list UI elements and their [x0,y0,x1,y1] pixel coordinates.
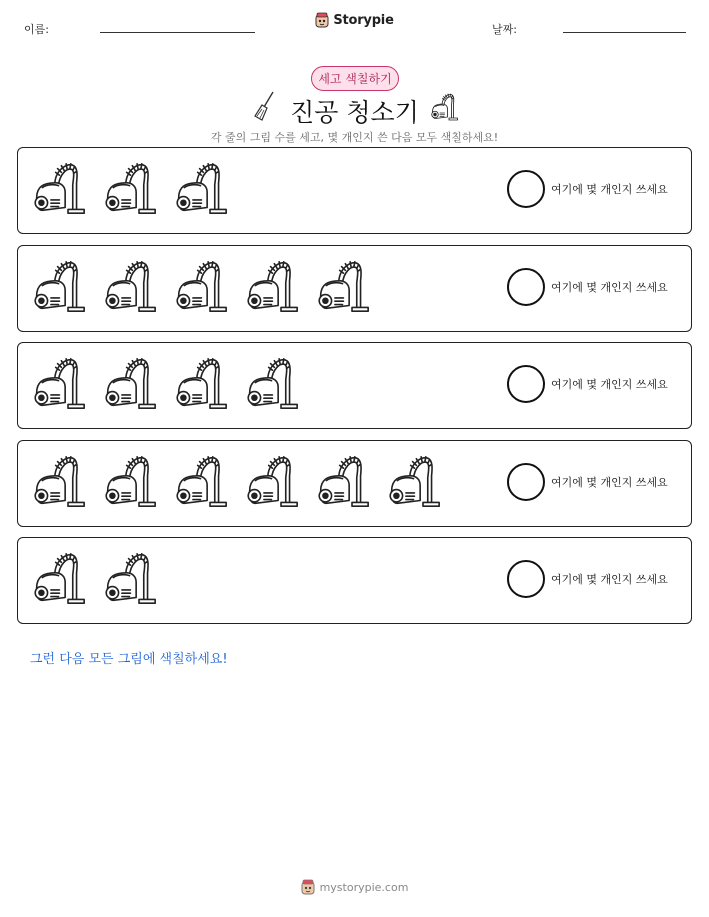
instruction-text: 각 줄의 그림 수를 세고, 몇 개인지 쓴 다음 모두 색칠하세요! [210,131,499,144]
vacuum-cleaner-icon[interactable] [243,355,300,412]
footer [0,879,709,895]
storypie-mascot-icon [315,12,329,28]
vacuum-cleaner-icon[interactable] [30,453,87,510]
picture-group [30,355,300,415]
brand-name: Storypie [333,12,394,28]
picture-group [30,453,442,513]
vacuum-cleaner-icon[interactable] [30,550,87,607]
name-label: 이름: [24,23,49,36]
footer-site: mystorypie.com [319,880,409,894]
vacuum-cleaner-icon[interactable] [172,160,229,217]
vacuum-cleaner-icon[interactable] [172,355,229,412]
vacuum-cleaner-icon[interactable] [101,160,158,217]
answer-hint: 여기에 몇 개인지 쓰세요 [551,183,668,196]
answer-hint: 여기에 몇 개인지 쓰세요 [551,476,668,489]
answer-circle[interactable] [507,463,545,501]
storypie-mascot-icon [301,879,315,895]
vacuum-cleaner-icon[interactable] [101,355,158,412]
vacuum-cleaner-icon[interactable] [30,355,87,412]
brand-logo [0,12,709,28]
answer-hint: 여기에 몇 개인지 쓰세요 [551,573,668,586]
count-row-4 [17,440,692,527]
count-row-5 [17,537,692,624]
vacuum-cleaner-icon[interactable] [314,453,371,510]
vacuum-cleaner-icon[interactable] [172,258,229,315]
vacuum-cleaner-icon[interactable] [172,453,229,510]
coloring-note: 그런 다음 모든 그림에 색칠하세요! [30,652,228,667]
answer-hint: 여기에 몇 개인지 쓰세요 [551,378,668,391]
vacuum-cleaner-icon[interactable] [101,453,158,510]
count-row-3 [17,342,692,429]
vacuum-cleaner-icon[interactable] [243,258,300,315]
vacuum-cleaner-icon[interactable] [101,550,158,607]
date-label: 날짜: [492,23,517,36]
vacuum-cleaner-icon[interactable] [314,258,371,315]
picture-group [30,258,371,318]
count-row-2 [17,245,692,332]
name-line[interactable] [100,32,255,33]
answer-circle[interactable] [507,365,545,403]
picture-group [30,550,158,610]
vacuum-cleaner-icon[interactable] [30,258,87,315]
answer-circle[interactable] [507,268,545,306]
answer-circle[interactable] [507,560,545,598]
vacuum-cleaner-icon[interactable] [30,160,87,217]
count-row-1 [17,147,692,234]
vacuum-cleaner-icon[interactable] [101,258,158,315]
vacuum-cleaner-icon[interactable] [243,453,300,510]
picture-group [30,160,229,220]
vacuum-cleaner-icon [428,92,460,122]
activity-badge: 세고 색칠하기 [311,66,399,91]
vacuum-cleaner-icon[interactable] [385,453,442,510]
answer-circle[interactable] [507,170,545,208]
date-line[interactable] [563,32,686,33]
page-title: 진공 청소기 [290,98,419,127]
answer-hint: 여기에 몇 개인지 쓰세요 [551,281,668,294]
